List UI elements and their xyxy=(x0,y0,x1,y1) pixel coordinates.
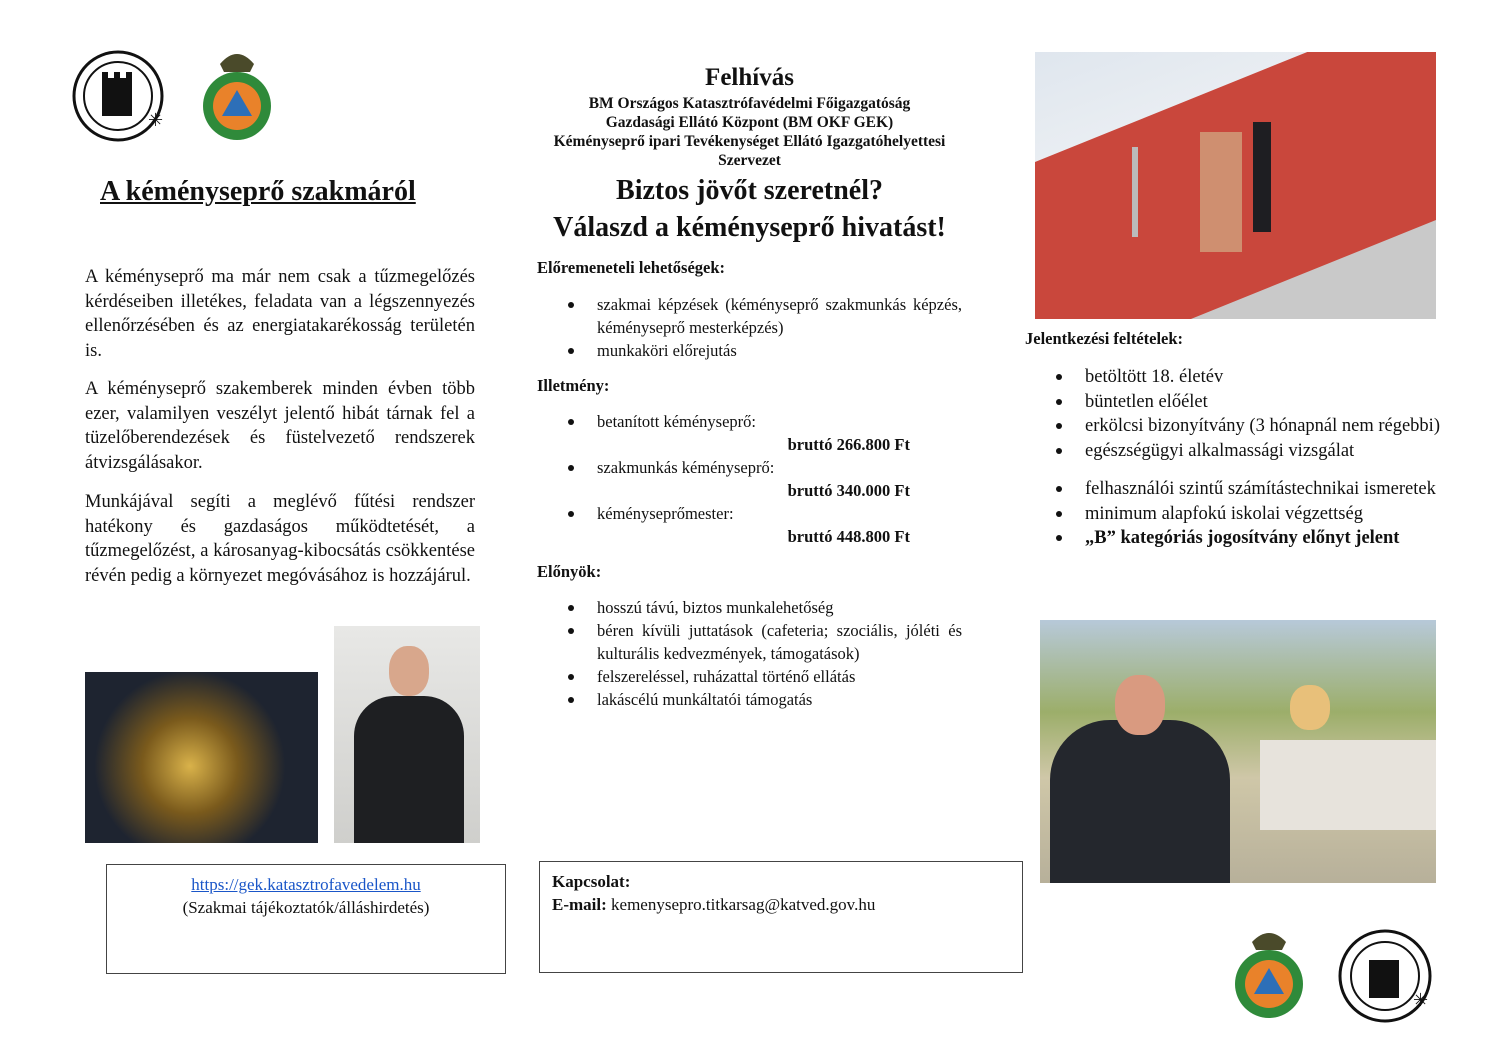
org-line: Gazdasági Ellátó Központ (BM OKF GEK) xyxy=(605,114,894,131)
roof-photo xyxy=(1035,52,1436,319)
center-content xyxy=(537,258,962,711)
list-item: felszereléssel, ruházattal történő ellátás xyxy=(537,665,962,688)
advancement-title: Előremeneteli lehetőségek: xyxy=(537,258,726,277)
list-item: erkölcsi bizonyítvány (3 hónapnál nem régebbi) xyxy=(1025,414,1453,439)
list-item: szakmai képzések (kéményseprő szakmunkás képzés, kéményseprő mesterképzés) xyxy=(537,293,962,339)
role: betanított kéményseprő: xyxy=(597,412,756,431)
disaster-management-emblem xyxy=(190,44,285,148)
jacket-photo xyxy=(85,672,318,843)
list-item: munkaköri előrejutás xyxy=(537,339,962,362)
slogan xyxy=(537,172,962,246)
slogan-line-1: Biztos jövőt szeretnél? xyxy=(616,175,883,206)
paragraph: A kéményseprő szakemberek minden évben több ezer, valamilyen veszélyt jelentő hibát tárnak fel a tüzelőberendezések és füstelvezető rendszerek átvizsgálásakor. xyxy=(85,379,475,473)
list-item: béren kívüli juttatások (cafeteria; szociális, jóléti és kulturális kedvezmények, támogatások) xyxy=(537,619,962,665)
email-address[interactable]: kemenysepro.titkarsag@katved.gov.hu xyxy=(611,895,876,914)
salary-title: Illetmény: xyxy=(537,376,610,395)
contact-box xyxy=(539,861,1023,973)
left-title: A kéményseprő szakmáról xyxy=(100,176,416,207)
amount: bruttó 340.000 Ft xyxy=(787,481,910,500)
right-content xyxy=(1025,329,1453,551)
amount: bruttó 448.800 Ft xyxy=(787,527,910,546)
requirements-title: Jelentkezési feltételek: xyxy=(1025,329,1184,348)
list-item: felhasználói szintű számítástechnikai ismeretek xyxy=(1025,477,1453,502)
list-item: hosszú távú, biztos munkalehetőség xyxy=(537,596,962,619)
role: szakmunkás kéményseprő: xyxy=(597,458,775,477)
email-label: E-mail: xyxy=(552,895,607,914)
svg-text:✳: ✳ xyxy=(1413,990,1429,1010)
organization xyxy=(537,94,962,170)
list-item: betöltött 18. életév xyxy=(1025,365,1453,390)
salary-item xyxy=(537,502,962,548)
website-box xyxy=(106,864,506,974)
amount: bruttó 266.800 Ft xyxy=(787,435,910,454)
list-item: büntetlen előélet xyxy=(1025,390,1453,415)
paragraph: Munkájával segíti a meglévő fűtési rendszer hatékony és gazdaságos működtetését, a tűzmegelőzést, a károsanyag-kibocsátás csökkentése révén pedig a környezet megóvásához is hozzájárul. xyxy=(85,492,475,586)
list-item: lakáscélú munkáltatói támogatás xyxy=(537,688,962,711)
website-link[interactable]: https://gek.katasztrofavedelem.hu xyxy=(191,875,421,894)
list-item: egészségügyi alkalmassági vizsgálat xyxy=(1025,439,1453,464)
list-item: minimum alapfokú iskolai végzettség xyxy=(1025,502,1453,527)
svg-text:✳: ✳ xyxy=(148,110,164,130)
rooftop-team-photo xyxy=(1040,620,1436,883)
list-item: „B” kategóriás jogosítvány előnyt jelent xyxy=(1025,526,1453,551)
disaster-management-emblem-bottom xyxy=(1222,924,1317,1019)
heading: Felhívás xyxy=(705,64,794,91)
salary-item xyxy=(537,410,962,456)
chimney-sweep-center-logo-bottom xyxy=(1335,926,1435,1026)
org-line: Kéményseprő ipari Tevékenységet Ellátó Igazgatóhelyettesi Szervezet xyxy=(553,133,946,169)
slogan-line-2: Válaszd a kéményseprő hivatást! xyxy=(553,212,946,243)
contact-label: Kapcsolat: xyxy=(552,872,631,891)
paragraph: A kéményseprő ma már nem csak a tűzmegelőzés kérdéseiben illetékes, feladata van a légszennyezés ellenőrzésében és az energiatakarékosság területén is. xyxy=(85,267,475,361)
website-note: (Szakmai tájékoztatók/álláshirdetés) xyxy=(182,898,430,917)
chimney-sweep-portrait xyxy=(334,626,480,843)
salary-item xyxy=(537,456,962,502)
chimney-sweep-center-logo xyxy=(70,48,170,148)
benefits-title: Előnyök: xyxy=(537,562,602,581)
role: kéményseprőmester: xyxy=(597,504,734,523)
org-line: BM Országos Katasztrófavédelmi Főigazgatóság xyxy=(588,95,911,112)
